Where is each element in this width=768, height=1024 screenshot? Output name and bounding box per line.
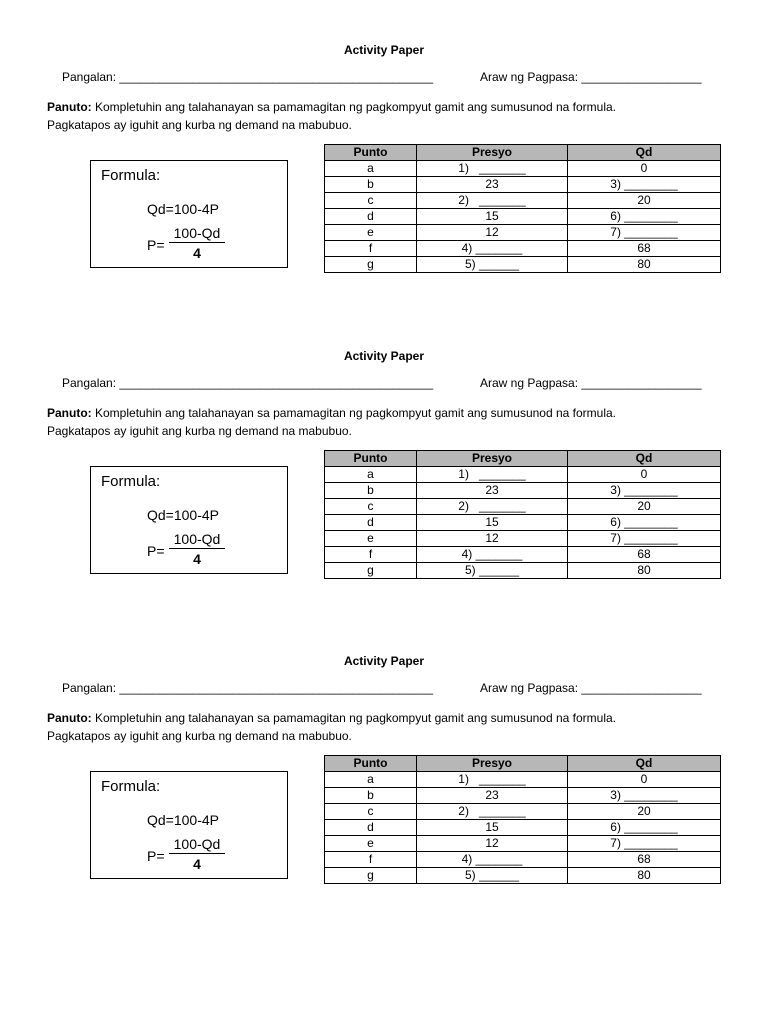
formula-price-label: P= [147, 543, 165, 559]
table-cell: 20 [568, 804, 721, 820]
table-row [325, 177, 721, 193]
table-cell[interactable]: 7) ________ [568, 225, 721, 241]
formula-demand-equation: Qd=100-4P [147, 201, 219, 217]
table-cell: d [325, 820, 417, 836]
table-cell: g [325, 563, 417, 579]
table-cell: a [325, 467, 417, 483]
demand-schedule-table [324, 450, 721, 579]
table-row [325, 868, 721, 884]
table-cell[interactable]: 3) ________ [568, 177, 721, 193]
table-row [325, 161, 721, 177]
page-title: Activity Paper [343, 43, 425, 57]
table-row [325, 209, 721, 225]
table-cell: 68 [568, 241, 721, 257]
table-header-cell: Qd [568, 756, 721, 772]
instructions [47, 709, 747, 745]
table-cell: b [325, 483, 417, 499]
table-row [325, 852, 721, 868]
table-header-cell: Qd [568, 145, 721, 161]
activity-section [0, 0, 768, 306]
table-header-row [325, 756, 721, 772]
formula-fraction [169, 225, 225, 261]
table-cell[interactable]: 2) _______ [417, 499, 568, 515]
table-cell[interactable]: 4) _______ [417, 547, 568, 563]
table-cell: b [325, 177, 417, 193]
table-row [325, 820, 721, 836]
formula-box [90, 160, 288, 268]
table-cell[interactable]: 4) _______ [417, 241, 568, 257]
instruction-line-2: Pagkatapos ay iguhit ang kurba ng demand na mabubuo. [47, 729, 352, 743]
formula-price-label: P= [147, 848, 165, 864]
instruction-label: Panuto: [47, 406, 92, 420]
table-cell[interactable]: 2) _______ [417, 804, 568, 820]
instruction-line-2: Pagkatapos ay iguhit ang kurba ng demand na mabubuo. [47, 118, 352, 132]
instruction-text: Kompletuhin ang talahanayan sa pamamagitan ng pagkompyut gamit ang sumusunod na formula. [91, 406, 617, 420]
table-cell[interactable]: 5) ______ [417, 563, 568, 579]
table-cell: 80 [568, 868, 721, 884]
table-cell: 80 [568, 257, 721, 273]
table-cell[interactable]: 7) ________ [568, 531, 721, 547]
formula-title: Formula: [101, 778, 161, 795]
table-cell: 20 [568, 193, 721, 209]
activity-section [0, 611, 768, 917]
table-row [325, 241, 721, 257]
formula-fraction [169, 531, 225, 567]
demand-schedule-table [324, 144, 721, 273]
table-row [325, 193, 721, 209]
formula-denominator: 4 [193, 245, 201, 261]
instruction-label: Panuto: [47, 100, 92, 114]
formula-demand-equation: Qd=100-4P [147, 507, 219, 523]
table-header-row [325, 451, 721, 467]
table-cell: e [325, 531, 417, 547]
formula-numerator: 100-Qd [169, 225, 225, 243]
formula-price-label: P= [147, 237, 165, 253]
table-cell: g [325, 257, 417, 273]
table-cell[interactable]: 4) _______ [417, 852, 568, 868]
table-cell: 15 [417, 515, 568, 531]
table-row [325, 563, 721, 579]
table-row [325, 804, 721, 820]
table-header-cell: Presyo [417, 145, 568, 161]
table-header-cell: Presyo [417, 451, 568, 467]
table-row [325, 836, 721, 852]
table-header-cell: Punto [325, 451, 417, 467]
table-row [325, 225, 721, 241]
table-cell: c [325, 499, 417, 515]
table-cell: a [325, 772, 417, 788]
table-cell: 68 [568, 547, 721, 563]
table-cell: d [325, 209, 417, 225]
formula-denominator: 4 [193, 551, 201, 567]
formula-demand-equation: Qd=100-4P [147, 812, 219, 828]
table-cell[interactable]: 6) ________ [568, 515, 721, 531]
table-cell[interactable]: 1) _______ [417, 772, 568, 788]
table-cell[interactable]: 1) _______ [417, 161, 568, 177]
demand-schedule-table [324, 755, 721, 884]
table-cell: 12 [417, 531, 568, 547]
table-cell[interactable]: 2) _______ [417, 193, 568, 209]
table-cell: 15 [417, 820, 568, 836]
instruction-line-2: Pagkatapos ay iguhit ang kurba ng demand na mabubuo. [47, 424, 352, 438]
formula-denominator: 4 [193, 856, 201, 872]
table-cell: d [325, 515, 417, 531]
name-field[interactable]: Pangalan: _______________________________________________ [62, 681, 434, 695]
table-cell: 23 [417, 177, 568, 193]
table-cell: 80 [568, 563, 721, 579]
table-cell: 0 [568, 161, 721, 177]
table-row [325, 531, 721, 547]
table-cell: e [325, 836, 417, 852]
table-cell[interactable]: 3) ________ [568, 483, 721, 499]
formula-numerator: 100-Qd [169, 531, 225, 549]
table-cell: c [325, 193, 417, 209]
instruction-label: Panuto: [47, 711, 92, 725]
formula-box [90, 771, 288, 879]
table-cell[interactable]: 6) ________ [568, 820, 721, 836]
page-title: Activity Paper [343, 349, 425, 363]
submission-date-field[interactable]: Araw ng Pagpasa: __________________ [480, 681, 702, 695]
table-cell[interactable]: 7) ________ [568, 836, 721, 852]
table-cell: 12 [417, 225, 568, 241]
table-cell[interactable]: 6) ________ [568, 209, 721, 225]
table-header-cell: Presyo [417, 756, 568, 772]
table-cell: e [325, 225, 417, 241]
table-row [325, 467, 721, 483]
table-header-row [325, 145, 721, 161]
table-header-cell: Punto [325, 145, 417, 161]
table-cell: 20 [568, 499, 721, 515]
table-cell: 0 [568, 467, 721, 483]
table-row [325, 547, 721, 563]
submission-date-field[interactable]: Araw ng Pagpasa: __________________ [480, 376, 702, 390]
table-cell: 23 [417, 788, 568, 804]
table-cell: b [325, 788, 417, 804]
table-cell: 0 [568, 772, 721, 788]
table-cell[interactable]: 3) ________ [568, 788, 721, 804]
table-row [325, 515, 721, 531]
table-cell: g [325, 868, 417, 884]
table-cell[interactable]: 1) _______ [417, 467, 568, 483]
table-row [325, 483, 721, 499]
table-cell: 12 [417, 836, 568, 852]
table-header-cell: Punto [325, 756, 417, 772]
instructions [47, 404, 747, 440]
instruction-text: Kompletuhin ang talahanayan sa pamamagitan ng pagkompyut gamit ang sumusunod na formula. [91, 100, 617, 114]
instruction-text: Kompletuhin ang talahanayan sa pamamagitan ng pagkompyut gamit ang sumusunod na formula. [91, 711, 617, 725]
table-cell: 68 [568, 852, 721, 868]
instructions [47, 98, 747, 134]
table-cell: a [325, 161, 417, 177]
formula-fraction [169, 836, 225, 872]
formula-title: Formula: [101, 167, 161, 184]
table-cell: c [325, 804, 417, 820]
table-cell: 23 [417, 483, 568, 499]
page-title: Activity Paper [343, 654, 425, 668]
activity-section [0, 306, 768, 612]
table-cell: f [325, 241, 417, 257]
submission-date-field[interactable]: Araw ng Pagpasa: __________________ [480, 70, 702, 84]
table-header-cell: Qd [568, 451, 721, 467]
formula-title: Formula: [101, 473, 161, 490]
formula-numerator: 100-Qd [169, 836, 225, 854]
table-cell[interactable]: 5) ______ [417, 868, 568, 884]
name-field[interactable]: Pangalan: _______________________________________________ [62, 70, 434, 84]
table-cell: f [325, 852, 417, 868]
table-row [325, 772, 721, 788]
table-cell[interactable]: 5) ______ [417, 257, 568, 273]
table-cell: f [325, 547, 417, 563]
table-cell: 15 [417, 209, 568, 225]
formula-box [90, 466, 288, 574]
table-row [325, 788, 721, 804]
table-row [325, 257, 721, 273]
table-row [325, 499, 721, 515]
name-field[interactable]: Pangalan: _______________________________________________ [62, 376, 434, 390]
